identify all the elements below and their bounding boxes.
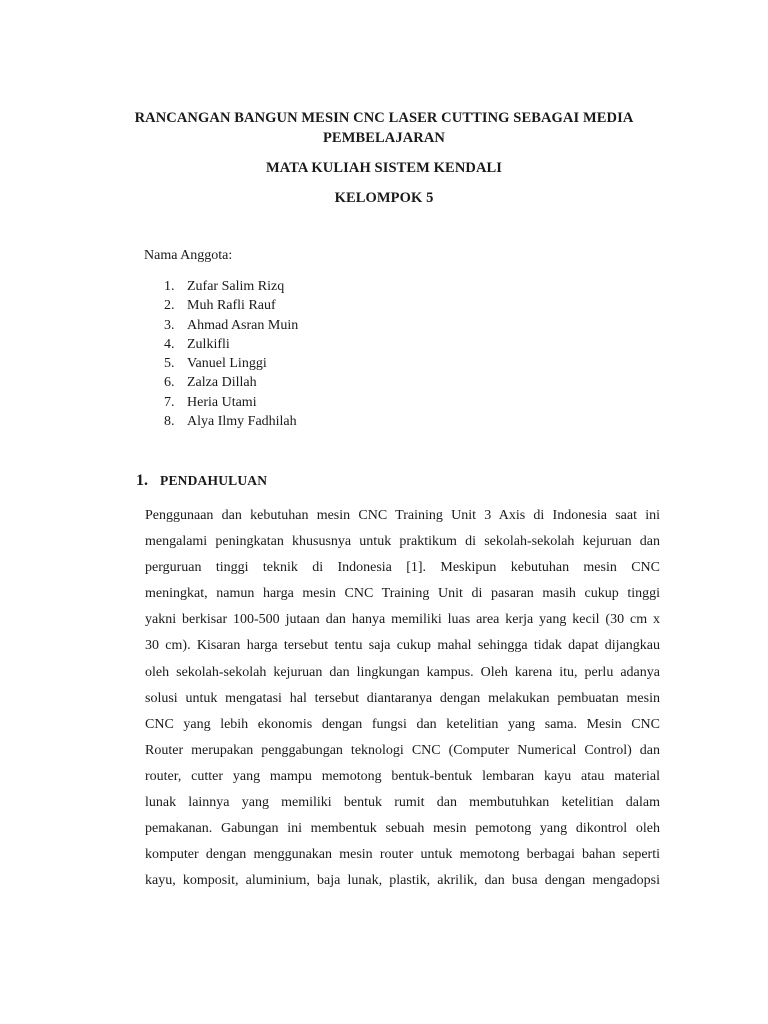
section-title: PENDAHULUAN — [160, 473, 268, 488]
paragraph-line: komputer dengan menggunakan mesin router untuk memotong berbagai bahan seperti — [145, 847, 660, 863]
list-item-number: 8. — [164, 414, 175, 430]
list-item — [144, 277, 298, 296]
members-list — [144, 277, 298, 431]
list-item — [144, 373, 298, 392]
paragraph-line: router, cutter yang mampu memotong bentuk-bentuk lembaran kayu atau material — [145, 768, 660, 784]
paragraph-line: meningkat, namun harga mesin CNC Training Unit di pasaran masih cukup tinggi — [145, 586, 660, 602]
list-item-number: 7. — [164, 394, 175, 410]
document-title-line-1: RANCANGAN BANGUN MESIN CNC LASER CUTTING SEBAGAI MEDIA — [134, 110, 634, 126]
paragraph-line: kayu, komposit, aluminium, baja lunak, plastik, akrilik, dan busa dengan mengadopsi — [145, 873, 660, 889]
paragraph-line: solusi untuk mengatasi hal tersebut diantaranya dengan melakukan pembuatan mesin — [145, 690, 660, 706]
member-name: Heria Utami — [187, 394, 257, 410]
paragraph-line: Router merupakan penggabungan teknologi CNC (Computer Numerical Control) dan — [145, 742, 660, 758]
member-name: Ahmad Asran Muin — [187, 317, 299, 333]
list-item-number: 2. — [164, 298, 175, 314]
paragraph-line: yakni berkisar 100-500 jutaan dan hanya memiliki luas area kerja yang kecil (30 cm x — [145, 612, 660, 628]
section-paragraph — [145, 503, 660, 894]
list-item-number: 6. — [164, 375, 175, 391]
list-item-number: 4. — [164, 336, 175, 352]
paragraph-line: pemakanan. Gabungan ini membentuk sebuah mesin pemotong yang dikontrol oleh — [145, 821, 660, 837]
list-item — [144, 296, 298, 315]
paragraph-line: 30 cm). Kisaran harga tersebut tentu saja cukup mahal sehingga tidak dapat dijangkau — [145, 638, 660, 654]
paragraph-line: lunak lainnya yang memiliki bentuk rumit dan membutuhkan ketelitian dalam — [145, 795, 660, 811]
group-label: KELOMPOK 5 — [334, 190, 434, 206]
list-item — [144, 335, 298, 354]
paragraph-line: perguruan tinggi teknik di Indonesia [1]. Meskipun kebutuhan mesin CNC — [145, 560, 660, 576]
section-heading — [136, 472, 267, 490]
document-title-line-2: PEMBELAJARAN — [322, 130, 446, 146]
list-item — [144, 316, 298, 335]
paragraph-line: CNC yang lebih ekonomis dengan fungsi dan ketelitian yang sama. Mesin CNC — [145, 716, 660, 732]
member-name: Zulkifli — [187, 336, 230, 352]
member-name: Vanuel Linggi — [187, 356, 267, 372]
member-name: Muh Rafli Rauf — [187, 298, 276, 314]
member-name: Zalza Dillah — [187, 375, 257, 391]
list-item — [144, 393, 298, 412]
document-subtitle: MATA KULIAH SISTEM KENDALI — [265, 160, 503, 176]
list-item-number: 1. — [164, 279, 175, 294]
section-number: 1. — [136, 472, 148, 489]
paragraph-line: Penggunaan dan kebutuhan mesin CNC Training Unit 3 Axis di Indonesia saat ini — [145, 508, 660, 523]
paragraph-line: mengalami peningkatan khususnya untuk praktikum di sekolah-sekolah kejuruan dan — [145, 534, 660, 550]
list-item-number: 3. — [164, 317, 175, 333]
list-item-number: 5. — [164, 356, 175, 372]
paragraph-line: oleh sekolah-sekolah kejuruan dan lingkungan kampus. Oleh karena itu, perlu adanya — [145, 664, 660, 680]
member-name: Zufar Salim Rizq — [187, 279, 285, 294]
list-item — [144, 412, 298, 431]
list-item — [144, 354, 298, 373]
member-name: Alya Ilmy Fadhilah — [187, 414, 297, 430]
members-label: Nama Anggota: — [144, 248, 233, 263]
